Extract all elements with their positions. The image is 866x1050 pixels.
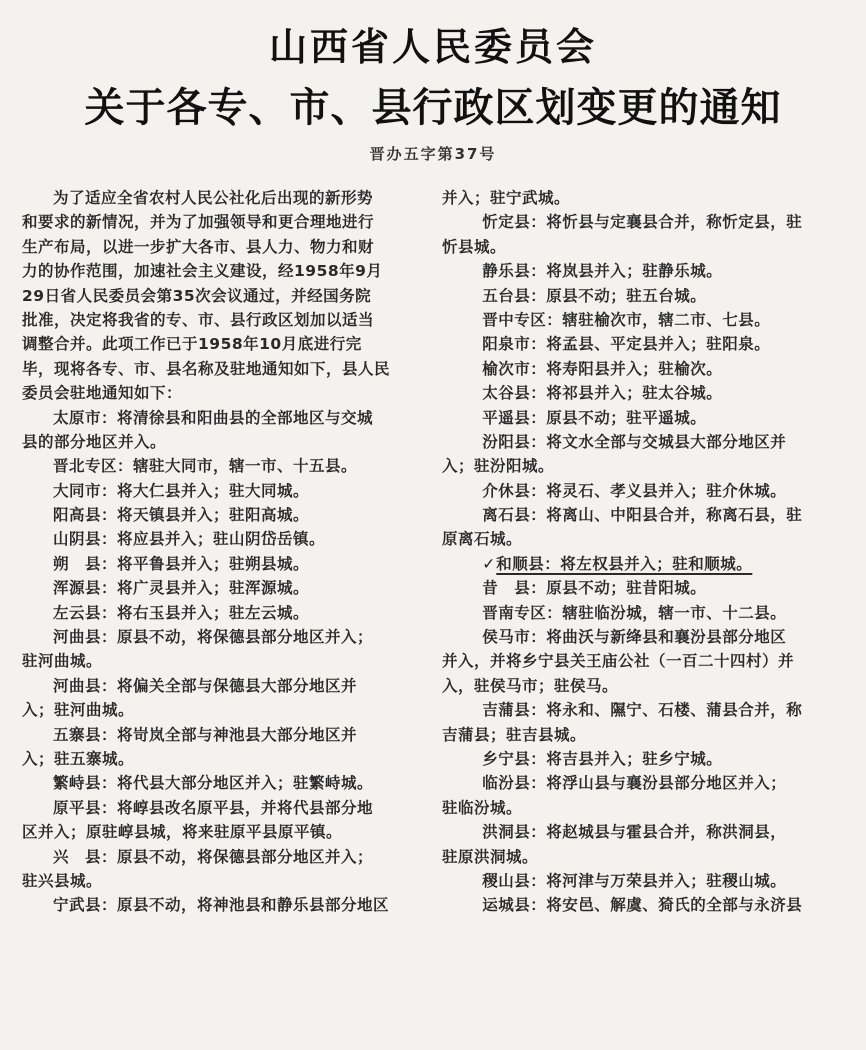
text-line [22, 747, 422, 771]
text-line-content: 离石县：将离山、中阳县合并，称离石县，驻 [482, 506, 803, 525]
text-line-content: 入；驻河曲城。 [22, 701, 135, 720]
text-line-content: 和顺县：将左权县并入；驻和顺城。 [496, 554, 753, 573]
text-line-content: 汾阳县：将文水全部与交城县大部分地区并 [482, 432, 787, 451]
text-line [22, 649, 422, 673]
text-line [442, 503, 844, 527]
text-line-content: 太谷县：将祁县并入；驻太谷城。 [482, 384, 723, 403]
text-line [442, 308, 844, 332]
text-line-content: 昔 县：原县不动；驻昔阳城。 [482, 579, 707, 598]
text-line-content: 太原市：将清徐县和阳曲县的全部地区与交城 [53, 408, 374, 427]
text-line-content: 介休县：将灵石、孝义县并入；驻介休城。 [482, 481, 787, 500]
text-line [442, 893, 844, 917]
text-line [442, 332, 844, 356]
text-line-content: 驻河曲城。 [22, 652, 103, 671]
text-line [442, 576, 844, 600]
text-line-content: 阳泉市：将孟县、平定县并入；驻阳泉。 [482, 335, 771, 354]
text-line [22, 381, 422, 405]
text-line [22, 796, 422, 820]
text-line-content: 吉蒲县；驻吉县城。 [442, 725, 587, 744]
text-line-content: 晋北专区：辖驻大同市，辖一市、十五县。 [53, 457, 358, 476]
text-line-content: 左云县：将右玉县并入；驻左云城。 [53, 603, 310, 622]
text-line-content: 晋中专区：辖驻榆次市，辖二市、七县。 [482, 310, 771, 329]
text-line [442, 820, 844, 844]
text-line [442, 284, 844, 308]
text-line [22, 576, 422, 600]
text-line [22, 479, 422, 503]
text-line [442, 601, 844, 625]
text-line [22, 308, 422, 332]
text-line-content: 山阴县：将应县并入；驻山阴岱岳镇。 [53, 530, 326, 549]
text-line-content: 乡宁县：将吉县并入；驻乡宁城。 [482, 749, 723, 768]
text-line-content: 阳高县：将天镇县并入；驻阳高城。 [53, 506, 310, 525]
text-line [22, 845, 422, 869]
check-mark-icon: ✓ [482, 554, 496, 573]
text-line-content: 河曲县：原县不动，将保德县部分地区并入； [53, 628, 374, 647]
text-line-content: 兴 县：原县不动，将保德县部分地区并入； [53, 847, 374, 866]
text-line-content: 原离石城。 [442, 530, 523, 549]
text-line [22, 893, 422, 917]
text-line [22, 869, 422, 893]
text-line-content: 宁武县：原县不动，将神池县和静乐县部分地区 [53, 896, 390, 915]
text-line [442, 747, 844, 771]
text-line [442, 674, 844, 698]
text-line [22, 357, 422, 381]
text-line [22, 601, 422, 625]
text-line [442, 259, 844, 283]
text-line-content: 洪洞县：将赵城县与霍县合并，称洪洞县， [482, 823, 787, 842]
text-line [22, 698, 422, 722]
text-line-content: 临汾县：将浮山县与襄汾县部分地区并入； [482, 774, 787, 793]
text-line [442, 698, 844, 722]
text-line-content: 入，驻侯马市；驻侯马。 [442, 676, 619, 695]
text-line-content: 五寨县：将岢岚全部与神池县大部分地区并 [53, 725, 358, 744]
text-line [22, 332, 422, 356]
text-line [442, 845, 844, 869]
text-line [22, 454, 422, 478]
text-line [22, 771, 422, 795]
text-line [442, 454, 844, 478]
text-line [442, 210, 844, 234]
right-text-column [442, 186, 844, 918]
text-line [442, 625, 844, 649]
text-line-content: 并入；驻宁武城。 [442, 189, 571, 207]
text-line [22, 210, 422, 234]
text-line-content: 五台县：原县不动；驻五台城。 [482, 286, 707, 305]
text-line-content: 入；驻汾阳城。 [442, 457, 555, 476]
text-line-content: 浑源县：将广灵县并入；驻浑源城。 [53, 579, 310, 598]
text-line-content: 区并入；原驻崞县城，将来驻原平县原平镇。 [22, 823, 343, 842]
text-line-content: 批准，决定将我省的专、市、县行政区划加以适当 [22, 310, 375, 329]
text-line-content: 入；驻五寨城。 [22, 749, 135, 768]
text-line [442, 527, 844, 551]
text-line [22, 186, 422, 210]
text-line-content: 平遥县：原县不动；驻平遥城。 [482, 408, 707, 427]
document-number: 晋办五字第37号 [369, 145, 497, 163]
text-line-content: 忻县城。 [442, 237, 507, 256]
text-line-content: 调整合并。此项工作已于1958年10月底进行完 [22, 335, 362, 354]
text-line [22, 503, 422, 527]
text-line-content: 晋南专区：辖驻临汾城，辖一市、十二县。 [482, 603, 787, 622]
text-line-content: 驻兴县城。 [22, 871, 103, 890]
text-line [442, 723, 844, 747]
text-line-content: 为了适应全省农村人民公社化后出现的新形势 [53, 189, 374, 207]
text-line [442, 796, 844, 820]
text-line-content: 委员会驻地通知如下： [22, 384, 183, 403]
text-line [22, 625, 422, 649]
text-line-content: 稷山县：将河津与万荣县并入；驻稷山城。 [482, 871, 787, 890]
text-line [22, 552, 422, 576]
text-line [22, 284, 422, 308]
text-line-content: 侯马市：将曲沃与新绛县和襄汾县部分地区 [482, 628, 787, 647]
text-line-content: 毕，现将各专、市、县名称及驻地通知如下，县人民 [22, 359, 391, 378]
text-line [442, 357, 844, 381]
text-line-content: 县的部分地区并入。 [22, 432, 167, 451]
text-line-content: 静乐县：将岚县并入；驻静乐城。 [482, 262, 723, 281]
text-line-content: 运城县：将安邑、解虞、猗氏的全部与永济县 [482, 896, 803, 915]
text-line [442, 649, 844, 673]
text-line-content: 29日省人民委员会第35次会议通过，并经国务院 [22, 286, 372, 305]
text-line [442, 186, 844, 210]
text-line-content: 和要求的新情况，并为了加强领导和更合理地进行 [22, 213, 375, 232]
text-line [22, 527, 422, 551]
text-line [22, 259, 422, 283]
text-line [442, 869, 844, 893]
title-line-1: 山西省人民委员会 [268, 25, 597, 69]
text-line [22, 723, 422, 747]
text-line-content: 驻临汾城。 [442, 798, 523, 817]
text-line-content: 大同市：将大仁县并入；驻大同城。 [53, 481, 310, 500]
text-line-content: 驻原洪洞城。 [442, 847, 539, 866]
text-line-content: 生产布局，以进一步扩大各市、县人力、物力和财 [22, 237, 375, 256]
text-line [22, 406, 422, 430]
text-line-content: 吉蒲县：将永和、隰宁、石楼、蒲县合并，称 [482, 701, 803, 720]
text-line [442, 552, 844, 576]
text-line-content: 朔 县：将平鲁县并入；驻朔县城。 [53, 554, 310, 573]
title-line-2: 关于各专、市、县行政区划变更的通知 [84, 85, 782, 131]
text-line [22, 820, 422, 844]
text-line [442, 430, 844, 454]
text-line [442, 235, 844, 259]
text-line-content: 力的协作范围，加速社会主义建设，经1958年9月 [22, 262, 383, 281]
text-line [442, 479, 844, 503]
text-line-content: 原平县：将崞县改名原平县，并将代县部分地 [53, 798, 374, 817]
text-line [22, 674, 422, 698]
text-line [22, 430, 422, 454]
text-line [442, 771, 844, 795]
left-text-column [22, 186, 422, 918]
text-line-content: 并入，并将乡宁县关王庙公社（一百二十四村）并 [442, 652, 795, 671]
text-line [442, 381, 844, 405]
text-line-content: 河曲县：将偏关全部与保德县大部分地区并 [53, 676, 358, 695]
text-line-content: 榆次市：将寿阳县并入；驻榆次。 [482, 359, 723, 378]
text-line-content: 繁峙县：将代县大部分地区并入；驻繁峙城。 [53, 774, 374, 793]
text-line [442, 406, 844, 430]
text-line-content: 忻定县：将忻县与定襄县合并，称忻定县，驻 [482, 213, 803, 232]
text-line [22, 235, 422, 259]
